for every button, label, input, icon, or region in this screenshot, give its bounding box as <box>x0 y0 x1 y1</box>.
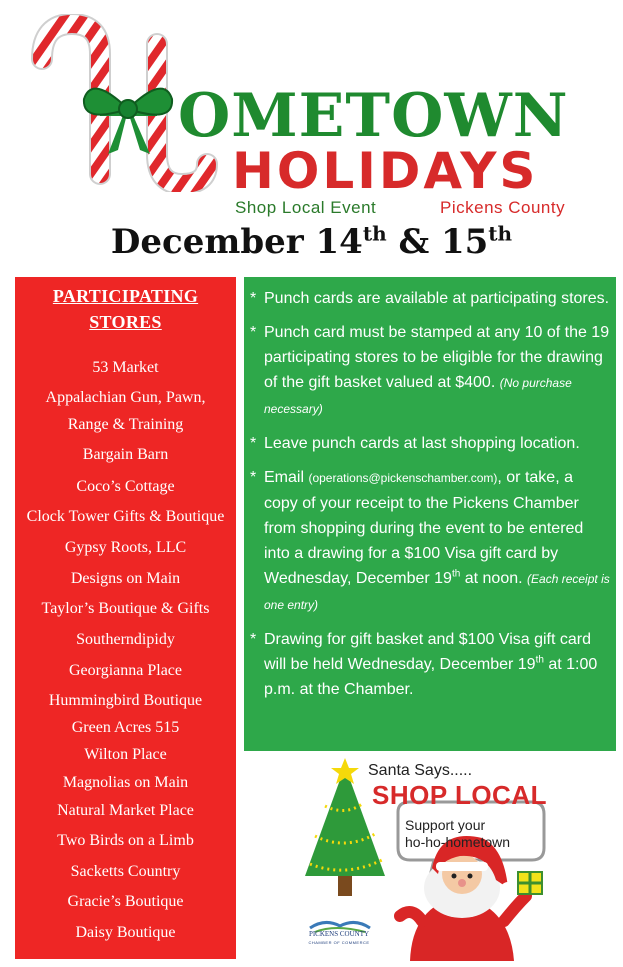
tagline-event: Shop Local Event <box>235 198 377 217</box>
stores-heading-line2: STORES <box>89 312 162 332</box>
asterisk-bullet-icon: * <box>250 469 257 486</box>
store-list <box>15 353 236 948</box>
asterisk-bullet-icon: * <box>250 324 257 341</box>
store-item: Range & Training <box>67 416 184 433</box>
date-day1: December 14 <box>110 222 363 262</box>
rule-text: at noon. <box>460 570 523 587</box>
rule-item <box>250 286 610 311</box>
store-item: Daisy Boutique <box>75 924 176 941</box>
rule-sup: th <box>451 568 461 580</box>
rule-text: Drawing for gift basket and $100 Visa gift card will be held Wednesday, December 19 <box>264 631 591 673</box>
rule-text: Email <box>264 469 309 486</box>
stores-heading-line1: PARTICIPATING <box>52 286 199 306</box>
rule-sup: th <box>535 654 544 666</box>
store-item: Magnolias on Main <box>62 774 189 791</box>
store-item: Gracie’s Boutique <box>67 893 184 910</box>
title-holidays: HOLIDAYS <box>232 142 539 200</box>
tagline-county: Pickens County <box>440 198 566 217</box>
rule-item <box>250 431 610 456</box>
store-item: 53 Market <box>92 359 159 376</box>
rule-item <box>250 627 610 702</box>
shop-local-text: SHOP LOCAL <box>372 780 547 810</box>
store-item: Taylor’s Boutique & Gifts <box>41 600 210 617</box>
store-item: Gypsy Roots, LLC <box>64 539 187 556</box>
bubble-line1: Support your <box>405 817 486 833</box>
store-item: Two Birds on a Limb <box>57 832 194 849</box>
date-sup2: th <box>488 221 513 246</box>
speech-bubble-text <box>405 817 545 851</box>
rule-item <box>250 320 610 422</box>
rule-note: (Each receipt is one entry) <box>264 572 610 612</box>
date-sup1: th <box>362 221 387 246</box>
asterisk-bullet-icon: * <box>250 290 257 307</box>
store-item: Bargain Barn <box>82 446 169 463</box>
rule-text: at 1:00 p.m. at the Chamber. <box>264 656 598 698</box>
store-item: Natural Market Place <box>57 802 194 819</box>
chamber-email: (operations@pickenschamber.com) <box>308 471 498 485</box>
store-item: Hummingbird Boutique <box>48 692 203 709</box>
asterisk-bullet-icon: * <box>250 435 257 452</box>
store-item: Designs on Main <box>70 570 181 587</box>
bubble-line2: ho-ho-hometown <box>405 834 511 850</box>
asterisk-bullet-icon: * <box>250 631 257 648</box>
rule-item <box>250 465 610 618</box>
store-item: Green Acres 515 <box>71 719 180 736</box>
chamber-logo-subtitle: CHAMBER OF COMMERCE <box>308 940 370 945</box>
santa-says-text: Santa Says..... <box>368 762 473 779</box>
stores-heading <box>15 283 236 335</box>
event-rules-panel <box>244 277 616 751</box>
rule-text: Punch card must be stamped at any 10 of the 19 participating stores to be eligible for the drawing of the gift basket valued at $400. <box>264 324 610 391</box>
participating-stores-panel <box>15 277 236 959</box>
event-dates <box>0 222 623 262</box>
store-item: Georgianna Place <box>69 662 182 679</box>
rule-text: Leave punch cards at last shopping location. <box>264 435 580 452</box>
title-hometown: OMETOWN <box>178 81 569 151</box>
rule-note: (No purchase necessary) <box>264 376 572 416</box>
rule-text: , or take, a copy of your receipt to the Pickens Chamber from shopping during the event to be entered into a drawing for a $100 Visa gift card by Wednesday, December 19 <box>264 469 584 587</box>
store-item: Coco’s Cottage <box>76 478 175 495</box>
chamber-logo-name: PICKENS COUNTY <box>308 930 370 938</box>
store-item: Wilton Place <box>84 746 167 763</box>
event-header <box>0 0 623 222</box>
store-item: Southerndipidy <box>76 631 175 648</box>
store-item: Sacketts Country <box>70 863 181 880</box>
rule-text: Punch cards are available at participating stores. <box>264 290 610 307</box>
date-day2: & 15 <box>386 222 489 262</box>
store-item: Clock Tower Gifts & Boutique <box>26 508 225 525</box>
store-item: Appalachian Gun, Pawn, <box>45 389 206 406</box>
